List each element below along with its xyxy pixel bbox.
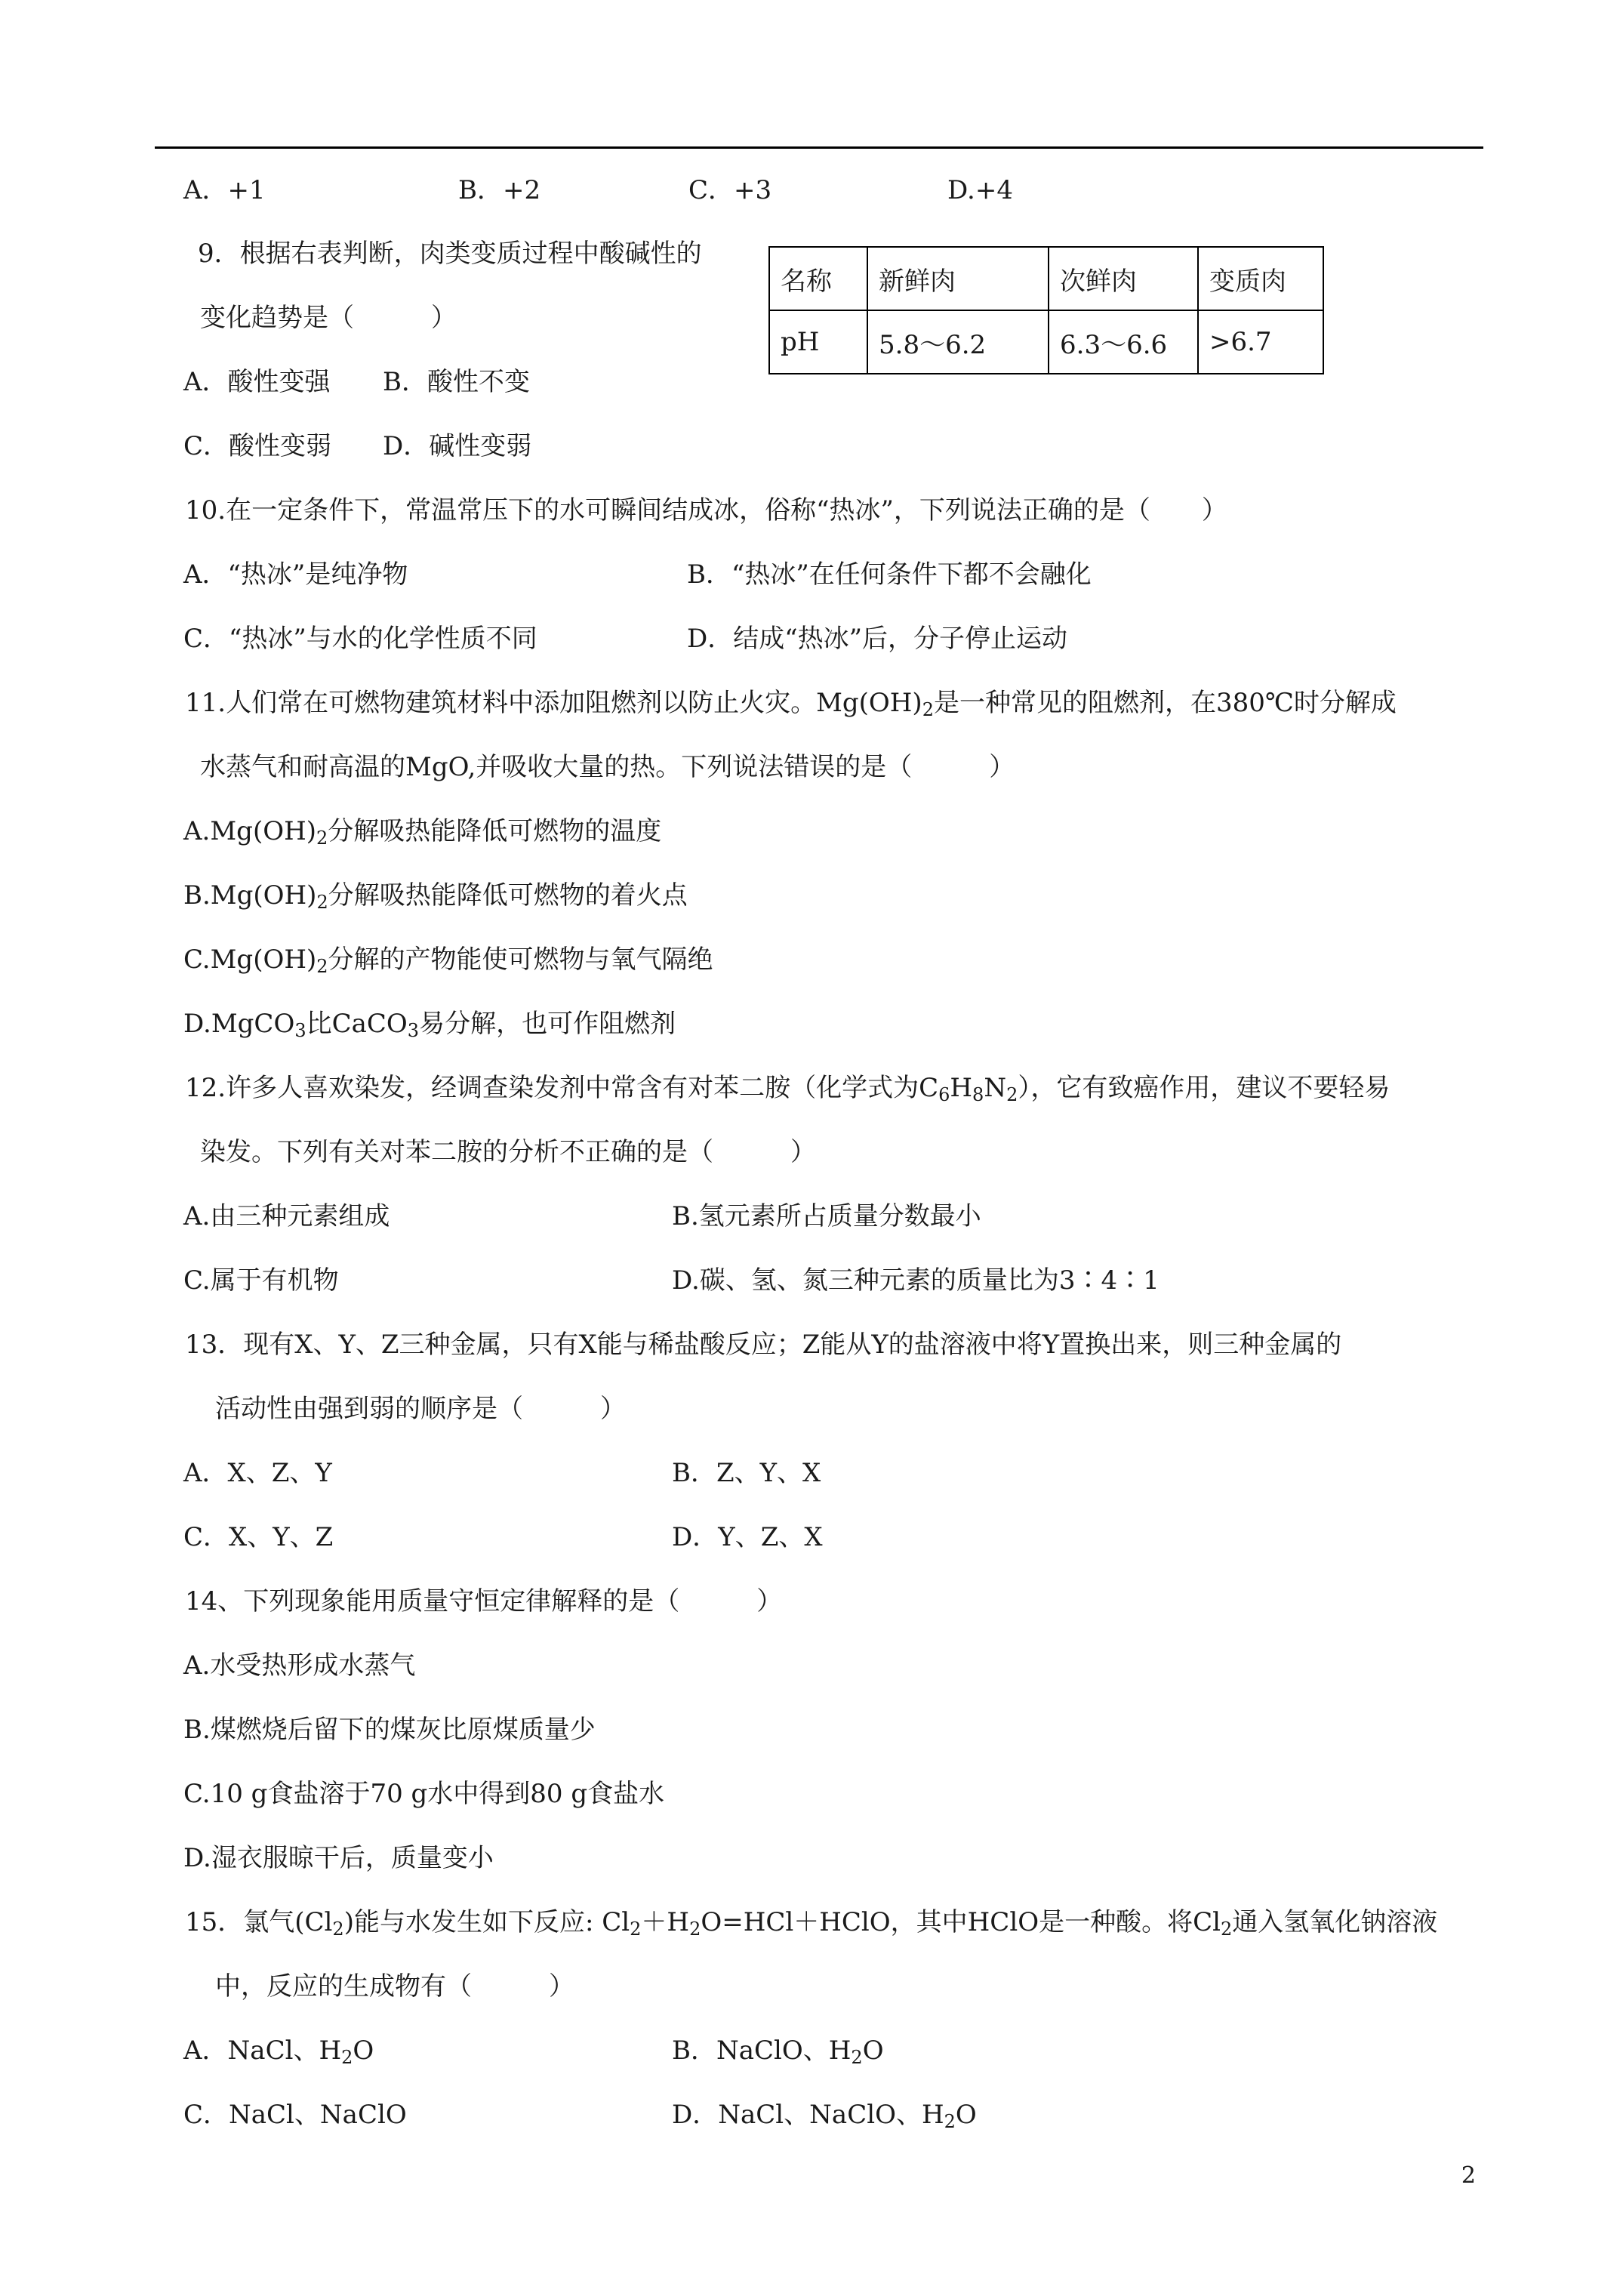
q9-option-d: D．碱性变弱 bbox=[383, 431, 532, 461]
q9-option-c: C．酸性变弱 bbox=[183, 431, 332, 461]
q15-option-b: B．NaClO、$H_2O$ bbox=[672, 2036, 884, 2068]
q12-stem-line1: 12.许多人喜欢染发，经调查染发剂中常含有对苯二胺（化学式为$C_6H_8N_2$），它有致癌作用，建议不要轻易 bbox=[185, 1073, 1390, 1105]
q10-option-d: D．结成“热冰”后，分子停止运动 bbox=[687, 624, 1068, 654]
q12-stem-line2: 染发。下列有关对苯二胺的分析不正确的是（ ） bbox=[200, 1137, 816, 1167]
q11-option-b: $B.Mg(OH)_2$分解吸热能降低可燃物的着火点 bbox=[183, 880, 688, 913]
q15-stem-line2: 中，反应的生成物有（ ） bbox=[215, 1971, 574, 2002]
table-cell: 次鲜肉 bbox=[1049, 247, 1198, 310]
page-number: 2 bbox=[1461, 2162, 1476, 2189]
meat-ph-table bbox=[768, 246, 1324, 374]
q9-option-a: A．酸性变强 bbox=[183, 367, 331, 397]
q14-option-b: B.煤燃烧后留下的煤灰比原煤质量少 bbox=[183, 1715, 596, 1745]
q13-option-a: A．X、Z、Y bbox=[183, 1458, 332, 1488]
q13-stem-line1: 13．现有X、Y、Z三种金属，只有X能与稀盐酸反应；Z能从Y的盐溶液中将Y置换出来，则三种金属的 bbox=[185, 1330, 1342, 1360]
q15-option-c: C．NaCl、NaClO bbox=[183, 2100, 407, 2130]
table-row bbox=[769, 247, 1323, 310]
q13-stem-line2: 活动性由强到弱的顺序是（ ） bbox=[215, 1394, 626, 1424]
q10-option-c: C．“热冰”与水的化学性质不同 bbox=[183, 624, 537, 654]
q12-option-d: D.碳、氢、氮三种元素的质量比为3∶4∶1 bbox=[672, 1265, 1160, 1296]
q8-option-c: C．+3 bbox=[688, 175, 772, 205]
table-row bbox=[769, 310, 1323, 374]
q10-option-a: A．“热冰”是纯净物 bbox=[183, 559, 408, 590]
q14-option-d: D.湿衣服晾干后，质量变小 bbox=[183, 1843, 494, 1873]
q12-option-a: A.由三种元素组成 bbox=[183, 1201, 390, 1231]
q12-option-b: B.氢元素所占质量分数最小 bbox=[672, 1201, 981, 1231]
q15-option-d: D．NaCl、NaClO、$H_2O$ bbox=[672, 2100, 977, 2132]
q11-stem-line2: 水蒸气和耐高温的MgO,并吸收大量的热。下列说法错误的是（ ） bbox=[200, 752, 1015, 782]
q10-option-b: B．“热冰”在任何条件下都不会融化 bbox=[687, 559, 1092, 590]
q9-stem-line1: 9．根据右表判断，肉类变质过程中酸碱性的 bbox=[198, 239, 702, 269]
table-cell: >6.7 bbox=[1198, 310, 1323, 374]
q13-option-b: B．Z、Y、X bbox=[672, 1458, 821, 1488]
q9-option-b: B．酸性不变 bbox=[383, 367, 530, 397]
q10-stem: 10.在一定条件下，常温常压下的水可瞬间结成冰，俗称“热冰”，下列说法正确的是（ ） bbox=[185, 495, 1227, 525]
header-rule bbox=[155, 146, 1483, 149]
q13-option-c: C．X、Y、Z bbox=[183, 1522, 334, 1552]
q11-stem-line1: 11.人们常在可燃物建筑材料中添加阻燃剂以防止火灾。$Mg(OH)_2$是一种常见的阻燃剂，在380℃时分解成 bbox=[185, 688, 1397, 720]
table-cell: 6.3～6.6 bbox=[1049, 310, 1198, 374]
q11-option-c: $C.Mg(OH)_2$分解的产物能使可燃物与氧气隔绝 bbox=[183, 945, 713, 977]
q8-option-d: D.+4 bbox=[947, 175, 1013, 205]
table-cell: 名称 bbox=[769, 247, 867, 310]
table-cell: pH bbox=[769, 310, 867, 374]
q11-option-d: D.MgCO$_3$比CaCO$_3$易分解，也可作阻燃剂 bbox=[183, 1009, 676, 1041]
table-cell: 变质肉 bbox=[1198, 247, 1323, 310]
q14-option-a: A.水受热形成水蒸气 bbox=[183, 1650, 416, 1681]
table-cell: 新鲜肉 bbox=[867, 247, 1049, 310]
q8-option-b: B．+2 bbox=[458, 175, 541, 205]
q8-option-a: A．+1 bbox=[183, 175, 266, 205]
q15-stem-line1: 15．氯气$(Cl_2)$能与水发生如下反应: $Cl_2+H_2O=HCl+HClO$，其中HClO是一种酸。将$Cl_2$通入氢氧化钠溶液 bbox=[185, 1907, 1438, 1940]
q14-option-c: C.10 g食盐溶于70 g水中得到80 g食盐水 bbox=[183, 1779, 665, 1809]
q15-option-a: A．NaCl、$H_2O$ bbox=[183, 2036, 374, 2068]
q12-option-c: C.属于有机物 bbox=[183, 1265, 339, 1296]
q14-stem: 14、下列现象能用质量守恒定律解释的是（ ） bbox=[185, 1586, 783, 1616]
q11-option-a: $A.Mg(OH)_2$分解吸热能降低可燃物的温度 bbox=[183, 816, 662, 849]
table-cell: 5.8～6.2 bbox=[867, 310, 1049, 374]
q9-stem-line2: 变化趋势是（ ） bbox=[200, 303, 457, 333]
q13-option-d: D．Y、Z、X bbox=[672, 1522, 823, 1552]
